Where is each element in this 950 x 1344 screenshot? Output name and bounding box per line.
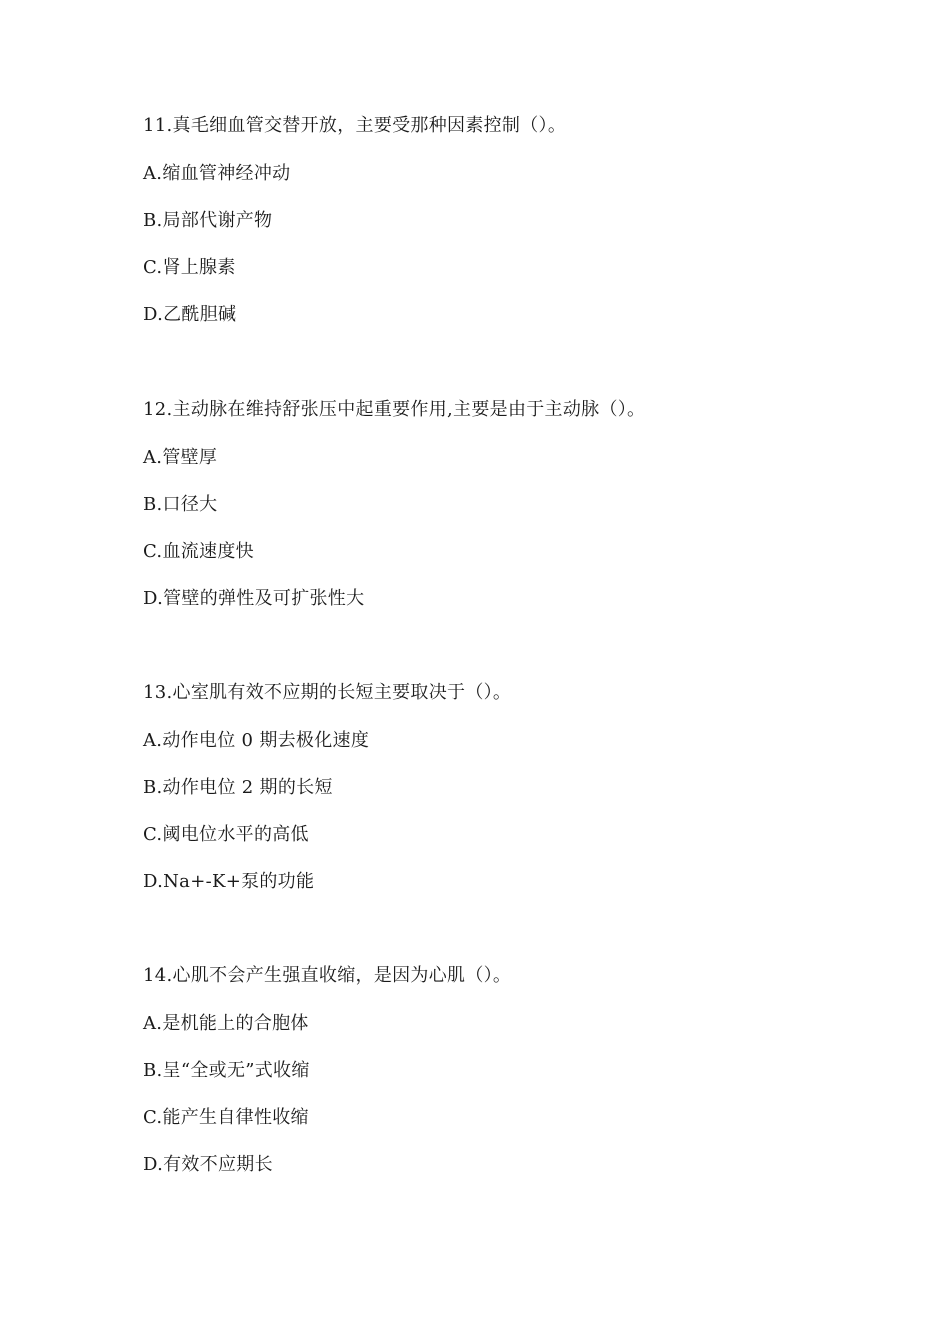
option-d: D.管壁的弹性及可扩张性大 xyxy=(143,588,365,609)
option-c: C.肾上腺素 xyxy=(143,257,236,278)
question-stem: 13.心室肌有效不应期的长短主要取决于（）。 xyxy=(143,682,512,703)
option-c: C.能产生自律性收缩 xyxy=(143,1107,309,1128)
option-a: A.缩血管神经冲动 xyxy=(143,163,291,184)
option-d: D.Na+-K+泵的功能 xyxy=(143,871,315,892)
option-a: A.动作电位 0 期去极化速度 xyxy=(143,730,370,751)
option-b: B.呈“全或无”式收缩 xyxy=(143,1060,310,1081)
option-a: A.是机能上的合胞体 xyxy=(143,1013,309,1034)
option-d: D.有效不应期长 xyxy=(143,1154,273,1175)
option-b: B.动作电位 2 期的长短 xyxy=(143,777,333,798)
question-stem: 11.真毛细血管交替开放，主要受那种因素控制（）。 xyxy=(143,115,567,136)
option-c: C.血流速度快 xyxy=(143,541,254,562)
option-b: B.口径大 xyxy=(143,494,218,515)
question-stem: 12.主动脉在维持舒张压中起重要作用,主要是由于主动脉（）。 xyxy=(143,399,646,420)
option-a: A.管壁厚 xyxy=(143,447,218,468)
option-d: D.乙酰胆碱 xyxy=(143,304,237,325)
option-c: C.阈电位水平的高低 xyxy=(143,824,309,845)
question-stem: 14.心肌不会产生强直收缩，是因为心肌（）。 xyxy=(143,965,512,986)
option-b: B.局部代谢产物 xyxy=(143,210,273,231)
